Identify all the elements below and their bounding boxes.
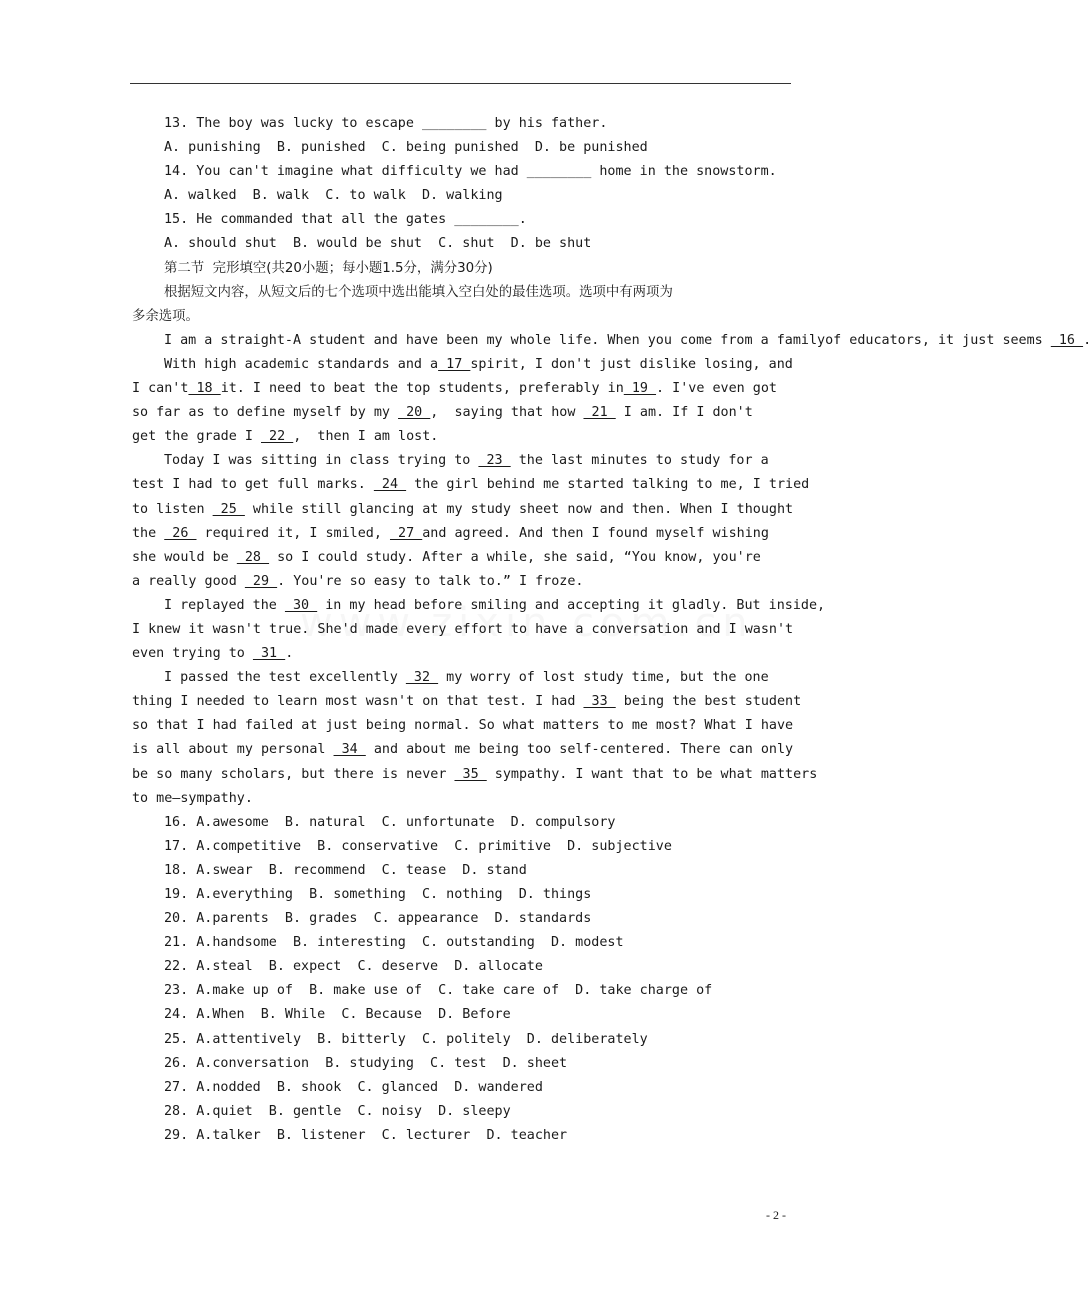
blank-24: 24 <box>373 477 407 493</box>
passage-line <box>132 642 792 666</box>
option-row: 18. A.swear B. recommend C. tease D. stand <box>164 862 527 878</box>
option-row: 28. A.quiet B. gentle C. noisy D. sleepy <box>164 1103 511 1119</box>
passage-line <box>132 522 792 546</box>
passage-text: . You're so easy to talk to.” I froze. <box>277 573 584 589</box>
blank-16: 16 <box>1050 332 1084 348</box>
passage-text: being the best student <box>615 694 802 710</box>
cloze-passage <box>132 329 1091 811</box>
passage-text: I am. If I don't <box>615 405 753 421</box>
passage-text: the <box>132 525 165 541</box>
passage-text: required it, I smiled, <box>196 525 390 541</box>
blank-34: 34 <box>333 742 366 758</box>
option-row: 24. A.When B. While C. Because D. Before <box>164 1007 511 1023</box>
question-14-stem: 14. You can't imagine what difficulty we had ________ home in the snowstorm. <box>164 164 777 180</box>
page-content <box>132 112 1091 1148</box>
passage-text: I am a straight-A student and have been my whole life. When you come from a family <box>164 332 826 348</box>
blank-22: 22 <box>261 429 294 445</box>
passage-line <box>132 473 810 497</box>
passage-line <box>132 449 792 473</box>
passage-text: my worry of lost study time, but the one <box>438 670 769 686</box>
blank-29: 29 <box>244 573 278 589</box>
option-row: 23. A.make up of B. make use of C. take care of D. take charge of <box>164 983 713 999</box>
page-number: - 2 - <box>766 1208 786 1222</box>
blank-19: 19 <box>623 381 657 397</box>
question-15-options: A. should shut B. would be shut C. shut D. be shut <box>164 236 592 252</box>
passage-text: sympathy. I want that to be what matters <box>486 766 818 782</box>
option-row: 22. A.steal B. expect C. deserve D. allocate <box>164 959 543 975</box>
passage-line <box>132 690 802 714</box>
option-row: 27. A.nodded B. shook C. glanced D. wandered <box>164 1079 543 1095</box>
passage-text: in my head before smiling and accepting it gladly. But inside, <box>317 597 826 613</box>
blank-28: 28 <box>236 549 270 565</box>
passage-line <box>132 377 792 401</box>
passage-line <box>132 546 792 570</box>
passage-text: I can't <box>132 381 189 397</box>
blank-23: 23 <box>478 453 511 469</box>
passage-text: of educators, it just seems <box>825 332 1051 348</box>
option-row: 29. A.talker B. listener C. lecturer D. teacher <box>164 1127 568 1143</box>
passage-text: spirit, I don't just dislike losing, and <box>470 356 793 372</box>
passage-line <box>132 787 792 811</box>
blank-30: 30 <box>284 597 318 613</box>
instructions-line-1: 根据短文内容，从短文后的七个选项中选出能填入空白处的最佳选项。选项中有两项为 <box>164 284 673 300</box>
passage-text: , then I am lost. <box>293 429 439 445</box>
passage-text: and about me being too self-centered. There can only <box>365 742 794 758</box>
blank-17: 17 <box>438 356 471 372</box>
passage-text: thing I needed to learn most wasn't on that test. I had <box>132 694 584 710</box>
question-13-options: A. punishing B. punished C. being punished D. be punished <box>164 140 648 156</box>
blank-20: 20 <box>398 405 431 421</box>
blank-21: 21 <box>583 405 616 421</box>
passage-text: to listen <box>132 501 213 517</box>
passage-text: I knew it wasn't true. She'd made every effort to have a conversation and I wasn't <box>132 621 794 637</box>
blank-26: 26 <box>164 525 197 541</box>
option-row: 16. A.awesome B. natural C. unfortunate D. compulsory <box>164 814 616 830</box>
passage-text: to me—sympathy. <box>132 790 253 806</box>
passage-text: With high academic standards and a <box>164 356 439 372</box>
passage-text: be so many scholars, but there is never <box>132 766 455 782</box>
blank-35: 35 <box>454 766 487 782</box>
passage-line <box>132 570 792 594</box>
passage-line <box>132 714 792 738</box>
passage-text: so I could study. After a while, she said, “You know, you're <box>269 549 761 565</box>
passage-text: even trying to <box>132 646 253 662</box>
passage-text: . I've even got <box>656 381 777 397</box>
passage-text: I passed the test excellently <box>164 670 406 686</box>
passage-line <box>132 401 792 425</box>
blank-31: 31 <box>252 646 286 662</box>
blank-33: 33 <box>583 694 616 710</box>
passage-text: test I had to get full marks. <box>132 477 374 493</box>
passage-text: and agreed. And then I found myself wishing <box>422 525 769 541</box>
question-13-stem: 13. The boy was lucky to escape ________ by his father. <box>164 116 608 131</box>
passage-text: the last minutes to study for a <box>510 453 769 469</box>
passage-text: she would be <box>132 549 237 565</box>
passage-text: I replayed the <box>164 597 285 613</box>
passage-text: Today I was sitting in class trying to <box>164 453 479 469</box>
passage-text: get the grade I <box>132 429 261 445</box>
question-15-stem: 15. He commanded that all the gates ________. <box>164 212 527 228</box>
option-row: 21. A.handsome B. interesting C. outstanding D. modest <box>164 935 624 951</box>
passage-line <box>132 738 792 762</box>
section-title: 第二节 完形填空(共20小题；每小题1.5分，满分30分) <box>164 260 493 276</box>
passage-text: is all about my personal <box>132 742 334 758</box>
option-row: 25. A.attentively B. bitterly C. politely D. deliberately <box>164 1031 648 1047</box>
passage-text: . <box>285 646 294 662</box>
passage-line <box>132 763 818 787</box>
passage-text: it. I need to beat the top students, preferably in <box>220 381 624 397</box>
option-row: 26. A.conversation B. studying C. test D. sheet <box>164 1055 568 1071</box>
passage-text: so far as to define myself by my <box>132 405 399 421</box>
passage-text: so that I had failed at just being normal. So what matters to me most? What I have <box>132 718 794 734</box>
option-row: 17. A.competitive B. conservative C. primitive D. subjective <box>164 838 672 854</box>
passage-line <box>132 329 1091 353</box>
blank-32: 32 <box>405 670 439 686</box>
passage-line <box>132 594 826 618</box>
passage-line <box>132 353 792 377</box>
instructions-line-2: 多余选项。 <box>132 308 199 324</box>
passage-text: while still glancing at my study sheet now and then. When I thought <box>244 501 794 517</box>
passage-line <box>132 666 792 690</box>
passage-line <box>132 425 792 449</box>
passage-text: , saying that how <box>430 405 584 421</box>
passage-line <box>132 498 792 522</box>
passage-text: . <box>1083 332 1091 348</box>
passage-text: a really good <box>132 573 245 589</box>
option-row: 19. A.everything B. something C. nothing D. things <box>164 887 592 902</box>
blank-18: 18 <box>188 381 221 397</box>
passage-line <box>132 618 792 642</box>
option-row: 20. A.parents B. grades C. appearance D. standards <box>164 911 592 927</box>
blank-25: 25 <box>212 501 245 517</box>
passage-text: the girl behind me started talking to me, I tried <box>406 477 810 493</box>
answer-options <box>132 811 792 1148</box>
blank-27: 27 <box>389 525 423 541</box>
header-rule <box>130 83 791 84</box>
question-14-options: A. walked B. walk C. to walk D. walking <box>164 188 503 204</box>
